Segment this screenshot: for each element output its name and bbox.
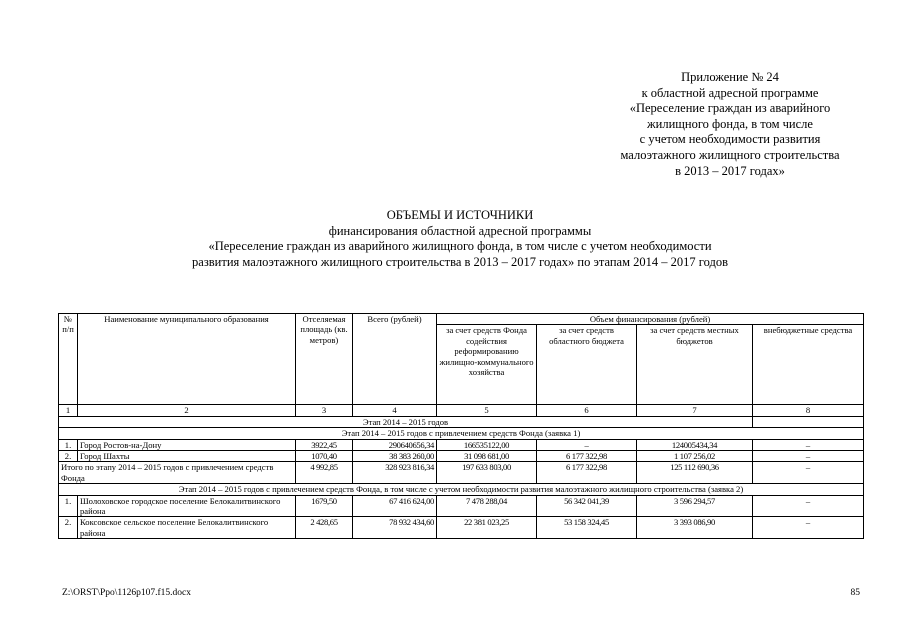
subtotal-label: Итого по этапу 2014 – 2015 годов с привлечением средств Фонда <box>59 462 296 484</box>
column-number: 3 <box>296 405 353 416</box>
row-local: 1 107 256,02 <box>637 451 753 462</box>
appendix-line: «Переселение граждан из аварийного <box>629 101 831 116</box>
row-area: 3922,45 <box>296 439 353 450</box>
page-number: 85 <box>850 588 860 598</box>
table-row <box>59 451 864 462</box>
row-name: Город Шахты <box>78 451 296 462</box>
appendix-block <box>560 70 900 179</box>
subtotal-row <box>59 462 864 484</box>
subtotal-area: 4 992,85 <box>296 462 353 484</box>
appendix-line: Приложение № 24 <box>681 70 779 84</box>
row-num: 1. <box>59 439 78 450</box>
row-extra: – <box>753 451 864 462</box>
column-number: 4 <box>353 405 437 416</box>
row-local: 124005434,34 <box>637 439 753 450</box>
header-funding: Объем финансирования (рублей) <box>437 314 864 325</box>
row-total: 78 932 434,60 <box>353 517 437 539</box>
stage-empty-cell <box>753 416 864 427</box>
header-regional: за счет средств областного бюджета <box>537 325 637 405</box>
appendix-line: к областной адресной программе <box>641 85 819 100</box>
row-name: Коксовское сельское поселение Белокалитвинского района <box>78 517 296 539</box>
column-number: 1 <box>59 405 78 416</box>
row-area: 1679,50 <box>296 495 353 517</box>
row-name: Город Ростов-на-Дону <box>78 439 296 450</box>
column-number: 6 <box>537 405 637 416</box>
column-number: 7 <box>637 405 753 416</box>
header-area: Отселяемая площадь (кв. метров) <box>296 314 353 405</box>
stage-subtitle-row <box>59 484 864 495</box>
header-fund: за счет средств Фонда содействия реформированию жилищно-коммунального хозяйства <box>437 325 537 405</box>
header-total: Всего (рублей) <box>353 314 437 405</box>
stage-subtitle-row <box>59 428 864 439</box>
document-title <box>40 208 880 270</box>
row-num: 2. <box>59 517 78 539</box>
row-fund: 22 381 023,25 <box>437 517 537 539</box>
header-row <box>59 314 864 325</box>
table-row <box>59 517 864 539</box>
row-total: 67 416 624,00 <box>353 495 437 517</box>
column-number: 5 <box>437 405 537 416</box>
appendix-line: в 2013 – 2017 годах» <box>675 163 785 178</box>
header-num: № п/п <box>59 314 78 405</box>
row-regional: – <box>537 439 637 450</box>
subtotal-fund: 197 633 803,00 <box>437 462 537 484</box>
appendix-line: жилищного фонда, в том числе <box>647 116 813 131</box>
stage-subtitle: Этап 2014 – 2015 годов с привлечением средств Фонда, в том числе с учетом необходимости развития малоэтажного жилищного строительства (заявка 2) <box>59 484 864 495</box>
subtotal-extra: – <box>753 462 864 484</box>
row-name: Шолоховское городское поселение Белокалитвинского района <box>78 495 296 517</box>
row-regional: 53 158 324,45 <box>537 517 637 539</box>
title-heading: ОБЪЕМЫ И ИСТОЧНИКИ <box>386 208 534 222</box>
header-name: Наименование муниципального образования <box>78 314 296 405</box>
column-number: 8 <box>753 405 864 416</box>
stage-subtitle: Этап 2014 – 2015 годов с привлечением средств Фонда (заявка 1) <box>59 428 864 439</box>
row-regional: 6 177 322,98 <box>537 451 637 462</box>
row-num: 1. <box>59 495 78 517</box>
row-local: 3 393 086,90 <box>637 517 753 539</box>
header-local: за счет средств местных бюджетов <box>637 325 753 405</box>
column-number-row <box>59 405 864 416</box>
table-row <box>59 495 864 517</box>
row-extra: – <box>753 439 864 450</box>
subtotal-total: 328 923 816,34 <box>353 462 437 484</box>
row-fund: 7 478 288,04 <box>437 495 537 517</box>
subtotal-local: 125 112 690,36 <box>637 462 753 484</box>
row-total: 290640656,34 <box>353 439 437 450</box>
subtotal-regional: 6 177 322,98 <box>537 462 637 484</box>
header-extra: внебюджетные средства <box>753 325 864 405</box>
row-area: 2 428,65 <box>296 517 353 539</box>
row-local: 3 596 294,57 <box>637 495 753 517</box>
title-line: финансирования областной адресной программы <box>328 223 592 238</box>
title-line: «Переселение граждан из аварийного жилищного фонда, в том числе с учетом необходимости <box>208 239 712 254</box>
appendix-line: с учетом необходимости развития <box>639 132 821 147</box>
funding-table <box>58 313 864 539</box>
row-fund: 166535122,00 <box>437 439 537 450</box>
column-number: 2 <box>78 405 296 416</box>
appendix-line: малоэтажного жилищного строительства <box>620 147 840 162</box>
row-area: 1070,40 <box>296 451 353 462</box>
row-regional: 56 342 041,39 <box>537 495 637 517</box>
row-extra: – <box>753 495 864 517</box>
footer-file-path: Z:\ORST\Ppo\1126p107.f15.docx <box>62 588 191 598</box>
table-row <box>59 439 864 450</box>
stage-title: Этап 2014 – 2015 годов <box>59 416 753 427</box>
row-num: 2. <box>59 451 78 462</box>
title-line: развития малоэтажного жилищного строительства в 2013 – 2017 годах» по этапам 2014 – 2017 годов <box>192 254 728 269</box>
row-extra: – <box>753 517 864 539</box>
row-fund: 31 098 681,00 <box>437 451 537 462</box>
stage-row <box>59 416 864 427</box>
row-total: 38 383 260,00 <box>353 451 437 462</box>
